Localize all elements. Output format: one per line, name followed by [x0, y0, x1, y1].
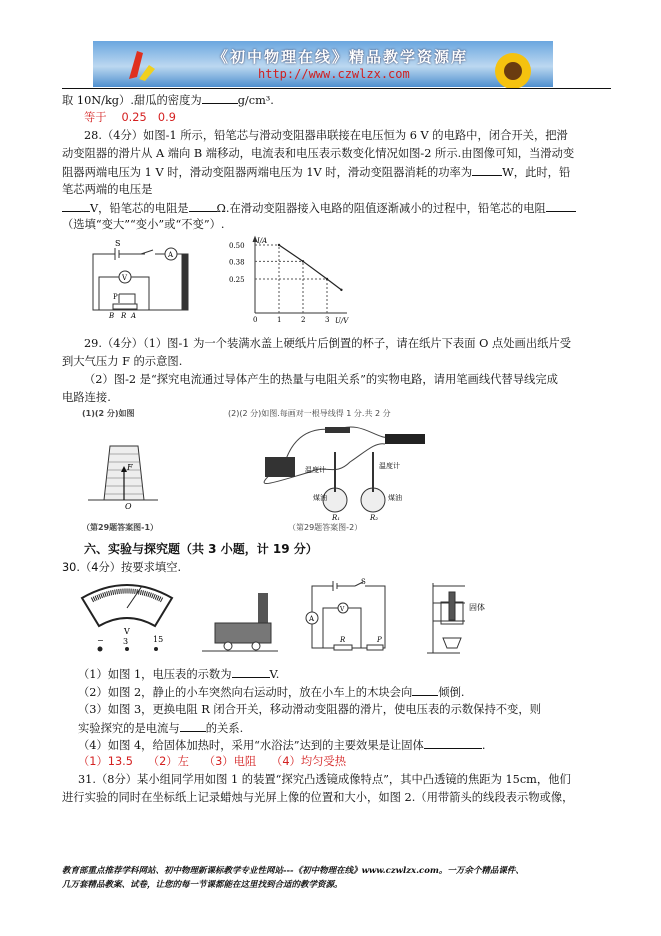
- x-tick-label: 0: [253, 316, 258, 324]
- oil-label-2: 煤油: [388, 494, 402, 502]
- y-tick-label: 0.38: [229, 258, 245, 267]
- q28-line: 笔芯两端的电压是: [62, 183, 153, 196]
- logo-icon: [123, 47, 163, 83]
- solid-label: 固体: [469, 603, 485, 612]
- unit-v: V: [124, 627, 130, 636]
- q28-line: 28.（4分）如图-1 所示，铅笔芯与滑动变阻器串联接在电压恒为 6 V 的电路中，闭合开关，把滑: [84, 129, 568, 142]
- data-point: [326, 278, 328, 280]
- header-rule: [62, 88, 611, 89]
- q30-line: （1）如图 1，电压表的示数为 V.: [78, 668, 280, 681]
- q31-line: 进行实验的同时在坐标纸上记录蜡烛与光屏上像的位置和大小，如图 2.（用带箭头的线段表示物或像，: [62, 791, 574, 804]
- label-p3: P: [377, 636, 382, 644]
- thermometer-label-2: 温度计: [379, 462, 400, 470]
- q28-iu-graph: [225, 233, 355, 325]
- label-s3: S: [361, 578, 366, 586]
- point-o-label: O: [125, 502, 132, 511]
- x-tick-label: 1: [277, 316, 282, 324]
- heating-circuit-figure: [255, 422, 445, 522]
- label-a: A: [168, 251, 174, 259]
- oil-label-1: 煤油: [313, 494, 327, 502]
- q30-line: 实验探究的是电流与 的关系.: [78, 722, 244, 735]
- q30-answers: （1）13.5 （2）左 （3）电阻 （4）均匀受热: [78, 755, 347, 768]
- q28-line: 动变阻器的滑片从 A 端向 B 端移动，电流表和电压表示数变化情况如图-2 所示.由图像可知，当滑动变: [62, 147, 575, 160]
- q29-caption-2: （第29题答案图-2）: [288, 523, 363, 532]
- q29-line: 到大气压力 F 的示意图.: [62, 355, 183, 368]
- terminal-15: 15: [153, 635, 164, 644]
- inverted-cup-figure: [78, 440, 168, 510]
- q30-line: （4）如图 4，给固体加热时，采用“水浴法”达到的主要效果是让固体 .: [78, 739, 486, 752]
- label-p: P: [113, 293, 118, 301]
- thermometer-label-1: 温度计: [305, 466, 326, 474]
- y-tick-label: 0.50: [229, 242, 245, 250]
- q29-answer-1-heading: (1)(2 分)如图: [82, 409, 135, 418]
- y-axis-label: I/A: [257, 237, 268, 245]
- q28-line: V，铅笔芯的电阻是 Ω.在滑动变阻器接入电路的阻值逐渐减小的过程中，铅笔芯的电阻: [62, 200, 576, 217]
- footer-line: 几万套精品教案、试卷，让您的每一节课都能在这里找到合适的教学资源。: [62, 880, 343, 890]
- q30-line: （3）如图 3，更换电阻 R 闭合开关，移动滑动变阻器的滑片，使电压表的示数保持不变，则: [78, 703, 541, 716]
- r2-label: R₂: [370, 514, 379, 522]
- q29-caption-1: （第29题答案图-1）: [82, 523, 159, 532]
- q27-answer: 等于 0.25 0.9: [84, 111, 176, 124]
- label-v3: V: [340, 606, 345, 613]
- terminal-3: 3: [123, 637, 129, 646]
- sunflower-icon: [478, 49, 538, 89]
- label-r3: R: [340, 636, 346, 644]
- q28-line: （选填“变大”“变小”或“不变”）.: [62, 218, 225, 231]
- x-tick-label: 3: [325, 316, 330, 324]
- water-bath-figure: [425, 578, 515, 658]
- y-tick-label: 0.25: [229, 276, 245, 284]
- label-s: S: [115, 239, 121, 248]
- footer-line: 教育部重点推荐学科网站、初中物理新课标教学专业性网站---《初中物理在线》www.czwlzx.com。一万余个精品课件、: [62, 866, 524, 876]
- cart-figure: [200, 585, 280, 655]
- section-heading: 六、实验与探究题（共 3 小题，计 19 分）: [84, 542, 318, 556]
- data-point: [340, 289, 342, 291]
- label-r: R: [121, 312, 127, 320]
- q28-circuit-diagram: [85, 239, 180, 320]
- terminal-minus: −: [97, 636, 104, 645]
- label-a-end: A: [131, 312, 137, 320]
- q29-line: 29.（4分）（1）图-1 为一个装满水盖上硬纸片后倒置的杯子，请在纸片下表面 O 点处画出纸片受: [84, 337, 572, 350]
- data-point: [302, 260, 304, 262]
- banner-title: 《初中物理在线》精品教学资源库: [213, 48, 469, 66]
- q30-line: （2）如图 2，静止的小车突然向右运动时，放在小车上的木块会向 倾倒.: [78, 686, 465, 699]
- ohm-circuit-figure: [305, 578, 395, 656]
- banner-url: http://www.czwlzx.com: [258, 67, 410, 81]
- q31-line: 31.（8分）某小组同学用如图 1 的装置“探究凸透镜成像特点”，其中凸透镜的焦距为 15cm，他们: [78, 773, 571, 786]
- label-a3: A: [309, 615, 315, 623]
- header-banner: [93, 41, 553, 87]
- q28-line: 阻器两端电压为 1 V 时，滑动变阻器两端电压为 1V 时，滑动变阻器消耗的功率为 W，此时，铅: [62, 166, 571, 179]
- data-line: [279, 245, 341, 290]
- q27-tail: 取 10N/kg）.甜瓜的密度为 g/cm³.: [62, 94, 274, 107]
- label-v: V: [122, 274, 128, 282]
- x-tick-label: 2: [301, 316, 306, 324]
- label-b: B: [109, 312, 115, 320]
- r1-label: R₁: [332, 514, 341, 522]
- force-label: F: [127, 463, 133, 472]
- q29-line: （2）图-2 是“探究电流通过导体产生的热量与电阻关系”的实物电路，请用笔画线代替导线完成: [84, 373, 558, 386]
- voltmeter-figure: [80, 578, 175, 656]
- q30-heading: 30.（4分）按要求填空.: [62, 561, 182, 574]
- x-axis-label: U/V: [335, 317, 349, 325]
- q29-line: 电路连接.: [62, 391, 111, 404]
- q29-answer-2-heading: (2)(2 分)如图.每画对一根导线得 1 分.共 2 分: [228, 409, 391, 418]
- data-point: [278, 244, 280, 246]
